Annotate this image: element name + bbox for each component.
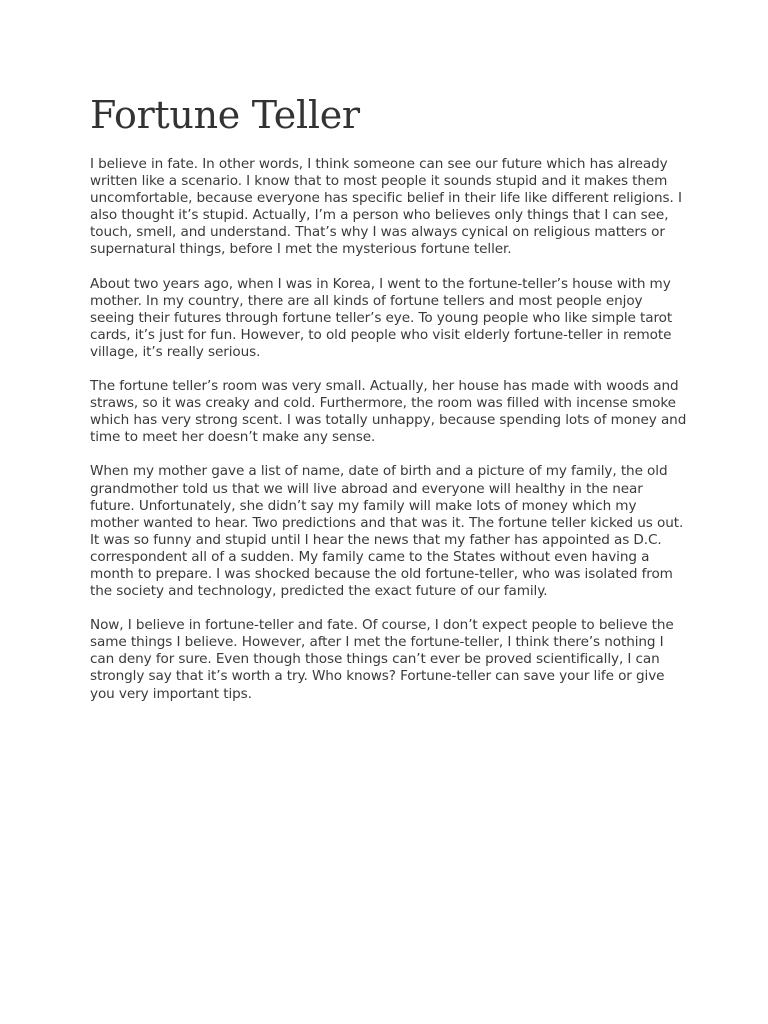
paragraph-3: The fortune teller’s room was very small. Actually, her house has made with woods and straws, so it was creaky and cold. Furthermore, the room was filled with incense smoke which has very strong scent. I was totally unhappy, because spending lots of money and time to meet her doesn’t make any sense. xyxy=(90,378,687,446)
paragraph-2: About two years ago, when I was in Korea, I went to the fortune-teller’s house with my mother. In my country, there are all kinds of fortune tellers and most people enjoy seeing their futures through fortune teller’s eye. To young people who like simple tarot cards, it’s just for fun. However, to old people who visit elderly fortune-teller in remote village, it’s really serious. xyxy=(90,275,673,360)
paragraph-1: I believe in fate. In other words, I think someone can see our future which has already written like a scenario. I know that to most people it sounds stupid and it makes them uncomfortable, because everyone has specific belief in their life like different religions. I also thought it’s stupid. Actually, I’m a person who believes only things that I can see, touch, smell, and understand. That’s why I was always cynical on religious matters or supernatural things, before I met the mysterious fortune teller. xyxy=(90,156,682,258)
document-body xyxy=(90,92,688,720)
document-title: Fortune Teller xyxy=(90,93,360,137)
paragraph-4: When my mother gave a list of name, date of birth and a picture of my family, the old grandmother told us that we will live abroad and everyone will healthy in the near future. Unfortunately, she didn’t say my family will make lots of money which my mother wanted to hear. Two predictions and that was it. The fortune teller kicked us out. It was so funny and stupid until I hear the news that my father has appointed as D.C. correspondent all of a sudden. My family came to the States without even having a month to prepare. I was shocked because the old fortune-teller, who was isolated from the society and technology, predicted the exact future of our family. xyxy=(90,463,684,600)
paragraph-5: Now, I believe in fortune-teller and fate. Of course, I don’t expect people to believe the same things I believe. However, after I met the fortune-teller, I think there’s nothing I can deny for sure. Even though those things can’t ever be proved scientifically, I can strongly say that it’s worth a try. Who knows? Fortune-teller can save your life or give you very important tips. xyxy=(90,617,674,702)
